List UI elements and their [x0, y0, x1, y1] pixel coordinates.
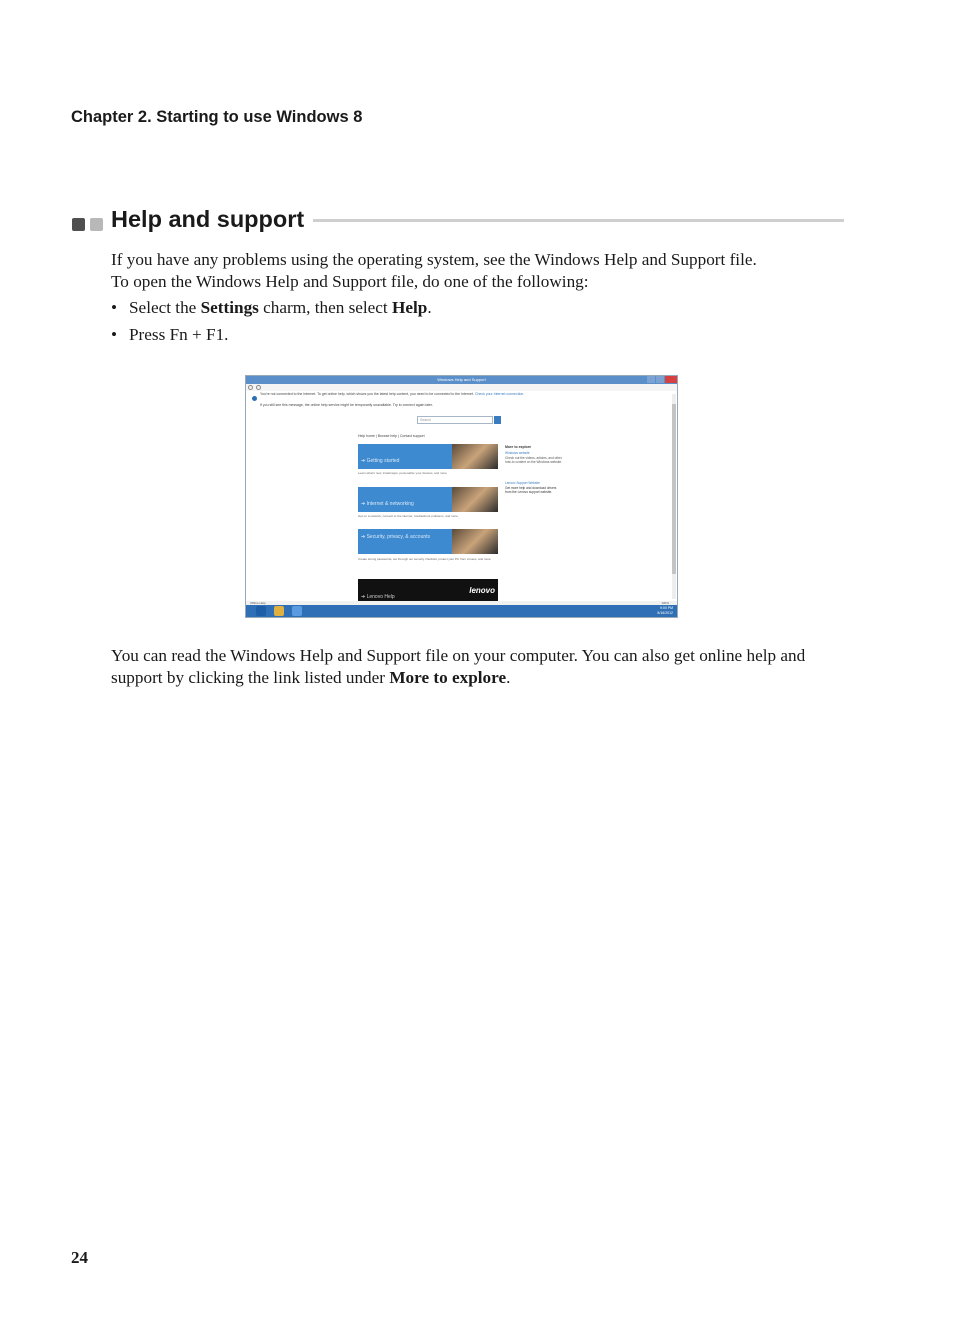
tile-internet-networking: [358, 487, 498, 512]
offline-notice-line-1: [260, 392, 524, 397]
notice-text: You're not connected to the Internet. To get online help, which shows you the latest help content, you need to be connected to the Internet.: [260, 392, 474, 396]
tray-date: 8/16/2012: [657, 611, 673, 615]
search-icon: [494, 416, 501, 424]
minimize-icon: [647, 376, 655, 383]
intro-line-2: To open the Windows Help and Support file, do one of the following:: [111, 272, 589, 291]
status-zoom: 100%: [661, 601, 669, 605]
window-toolbar: [246, 384, 677, 391]
tile-label: ➔ Getting started: [361, 458, 400, 464]
tile-description: Learn what's new, install apps, personalize your devices, and more: [358, 471, 447, 475]
tile-label: ➔ Lenovo Help: [361, 594, 395, 600]
closing-text: You can read the Windows Help and Support file on your computer. You can also get online help and support by clicking the link listed under: [111, 646, 806, 687]
heading-square-light-icon: [90, 218, 103, 231]
chapter-header: Chapter 2. Starting to use Windows 8: [71, 108, 363, 126]
file-explorer-icon: [274, 606, 284, 616]
offline-notice-line-2: If you still see this message, the online help service might be temporarily unavailable. Try to connect again later.: [260, 403, 433, 407]
heading-square-dark-icon: [72, 218, 85, 231]
windows-website-text: Check out the videos, articles, and other how-to content on the Windows website.: [505, 456, 563, 465]
list-item: [111, 297, 432, 324]
window-controls: [646, 376, 677, 384]
maximize-icon: [656, 376, 664, 383]
tile-description: Create strong passwords, set through our security checklist, protect your PC from viruses, and more: [358, 557, 491, 561]
internet-explorer-icon: [256, 606, 266, 616]
tile-photo: [452, 529, 498, 554]
bullet-icon: •: [111, 298, 118, 317]
tile-label: ➔ Security, privacy, & accounts: [361, 534, 431, 540]
info-icon: [252, 396, 257, 401]
instruction-list: [111, 297, 432, 351]
search-input: Search: [417, 416, 493, 424]
check-connection-link: Check your Internet connection.: [474, 392, 525, 396]
section-heading-row: [71, 205, 844, 239]
lenovo-support-link: Lenovo Support Website: [505, 481, 540, 485]
help-term: Help: [392, 298, 428, 317]
scrollbar: [672, 394, 676, 599]
closing-paragraph: [111, 645, 856, 689]
help-support-screenshot: [245, 375, 678, 618]
more-to-explore-title: More to explore: [505, 445, 532, 449]
close-icon: [665, 376, 677, 383]
more-to-explore-term: More to explore: [389, 668, 507, 687]
heading-rule: [313, 219, 844, 222]
lenovo-support-text: Get more help and download drivers from the Lenovo support website.: [505, 486, 557, 495]
tile-label: ➔ Internet & networking: [361, 501, 414, 507]
tile-photo: [452, 487, 498, 512]
bullet-text-mid: charm, then select: [258, 298, 393, 317]
settings-term: Settings: [200, 298, 259, 317]
window-title: Windows Help and Support: [437, 377, 486, 382]
lenovo-logo: lenovo: [469, 586, 495, 595]
forward-arrow-icon: [256, 385, 261, 390]
section-title: Help and support: [111, 206, 305, 232]
list-item: [111, 324, 432, 351]
help-icon: [292, 606, 302, 616]
bullet-icon: •: [111, 325, 118, 344]
tile-photo: [452, 444, 498, 469]
tile-description: Get on a network, connect to the internet, troubleshoot problems, and more: [358, 514, 458, 518]
tile-getting-started: [358, 444, 498, 469]
tile-security-privacy: [358, 529, 498, 554]
intro-line-1: If you have any problems using the operating system, see the Windows Help and Support file.: [111, 250, 757, 269]
tile-lenovo: [358, 579, 498, 601]
page-number: 24: [71, 1248, 88, 1267]
bullet-text-post: .: [427, 298, 432, 317]
window-titlebar: [246, 376, 677, 384]
scroll-thumb: [672, 404, 676, 574]
tray-time: 9:00 PM: [659, 606, 673, 610]
windows-website-link: Windows website: [505, 451, 530, 455]
back-arrow-icon: [248, 385, 253, 390]
system-tray-clock: [657, 606, 673, 616]
closing-text-post: .: [506, 668, 511, 687]
bullet-text-pre: Select the: [129, 298, 201, 317]
bullet-text: Press Fn + F1.: [129, 325, 229, 344]
breadcrumb: Help home | Browse help | Contact support: [358, 434, 425, 438]
taskbar: [246, 605, 677, 617]
intro-paragraph: [111, 249, 856, 293]
status-offline-help: Offline Help: [250, 601, 266, 605]
